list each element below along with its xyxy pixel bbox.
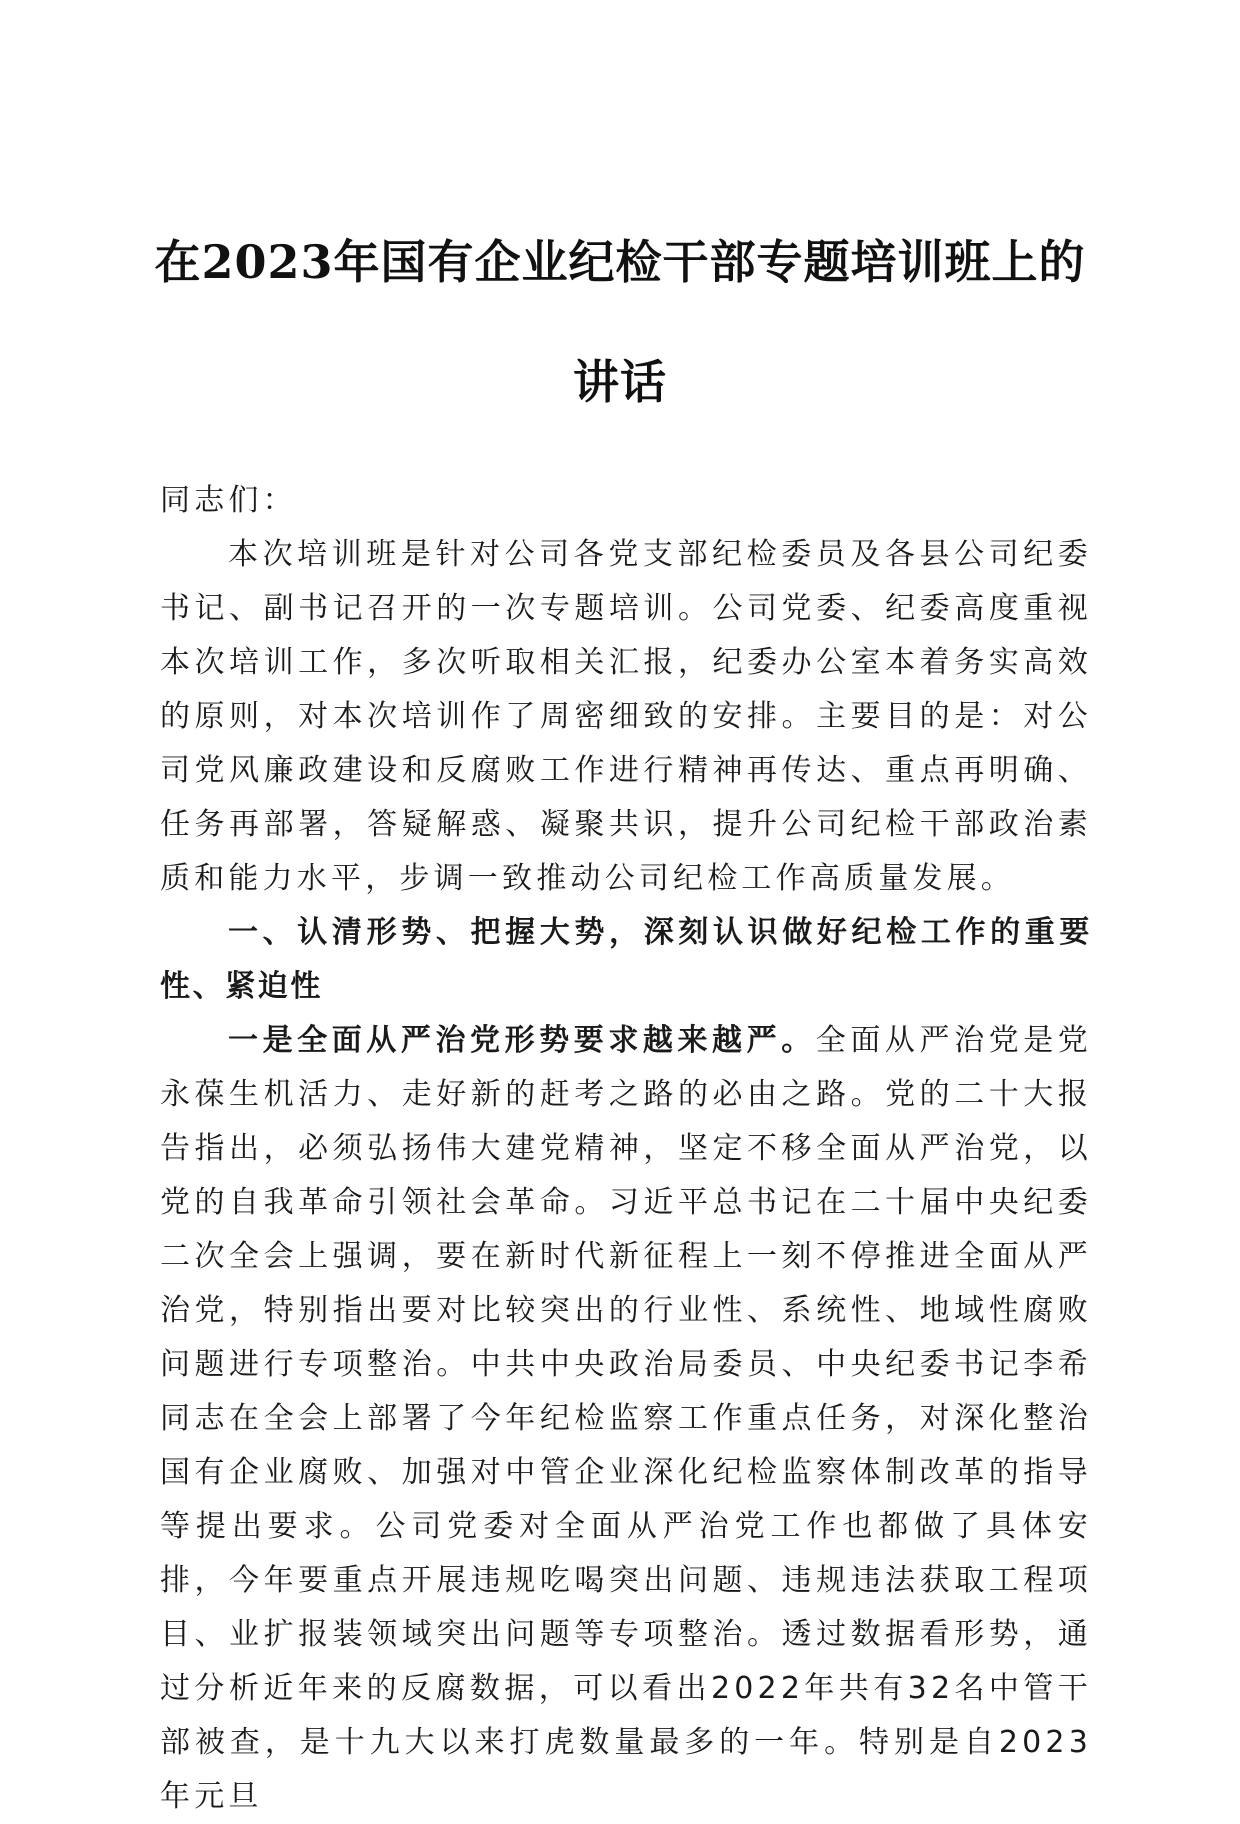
paragraph-body-text: 全面从严治党是党永葆生机活力、走好新的赶考之路的必由之路。党的二十大报告指出，必须弘扬伟大建党精神，坚定不移全面从严治党，以党的自我革命引领社会革命。习近平总书记在二十届中央纪委二次全会上强调，要在新时代新征程上一刻不停推进全面从严治党，特别指出要对比较突出的行业性、系统性、地域性腐败问题进行专项整治。中共中央政治局委员、中央纪委书记李希同志在全会上部署了今年纪检监察工作重点任务，对深化整治国有企业腐败、加强对中管企业深化纪检监察体制改革的指导等提出要求。公司党委对全面从严治党工作也都做了具体安排，今年要重点开展违规吃喝突出问题、违规违法获取工程项目、业扩报装领域突出问题等专项整治。透过数据看形势，通过分析近年来的反腐数据，可以看出2022年共有32名中管干部被查，是十九大以来打虎数量最多的一年。特别是自2023年元旦 [160,1023,1092,1814]
section-heading-1: 一、认清形势、把握大势，深刻认识做好纪检工作的重要性、紧迫性 [160,915,1092,1004]
salutation: 同志们： [160,483,297,518]
paragraph-lead-sentence: 一是全面从严治党形势要求越来越严。 [228,1023,816,1058]
paragraph-intro: 本次培训班是针对公司各党支部纪检委员及各县公司纪委书记、副书记召开的一次专题培训。公司党委、纪委高度重视本次培训工作，多次听取相关汇报，纪委办公室本着务实高效的原则，对本次培训作了周密细致的安排。主要目的是：对公司党风廉政建设和反腐败工作进行精神再传达、重点再明确、任务再部署，答疑解惑、凝聚共识，提升公司纪检干部政治素质和能力水平，步调一致推动公司纪检工作高质量发展。 [160,537,1092,896]
document-title-line-1: 在2023年国有企业纪检干部专题培训班上的 [154,235,1086,289]
document-title-line-2: 讲话 [573,355,667,409]
paragraph-situation [160,1014,1092,1824]
document-body [160,474,1092,1824]
